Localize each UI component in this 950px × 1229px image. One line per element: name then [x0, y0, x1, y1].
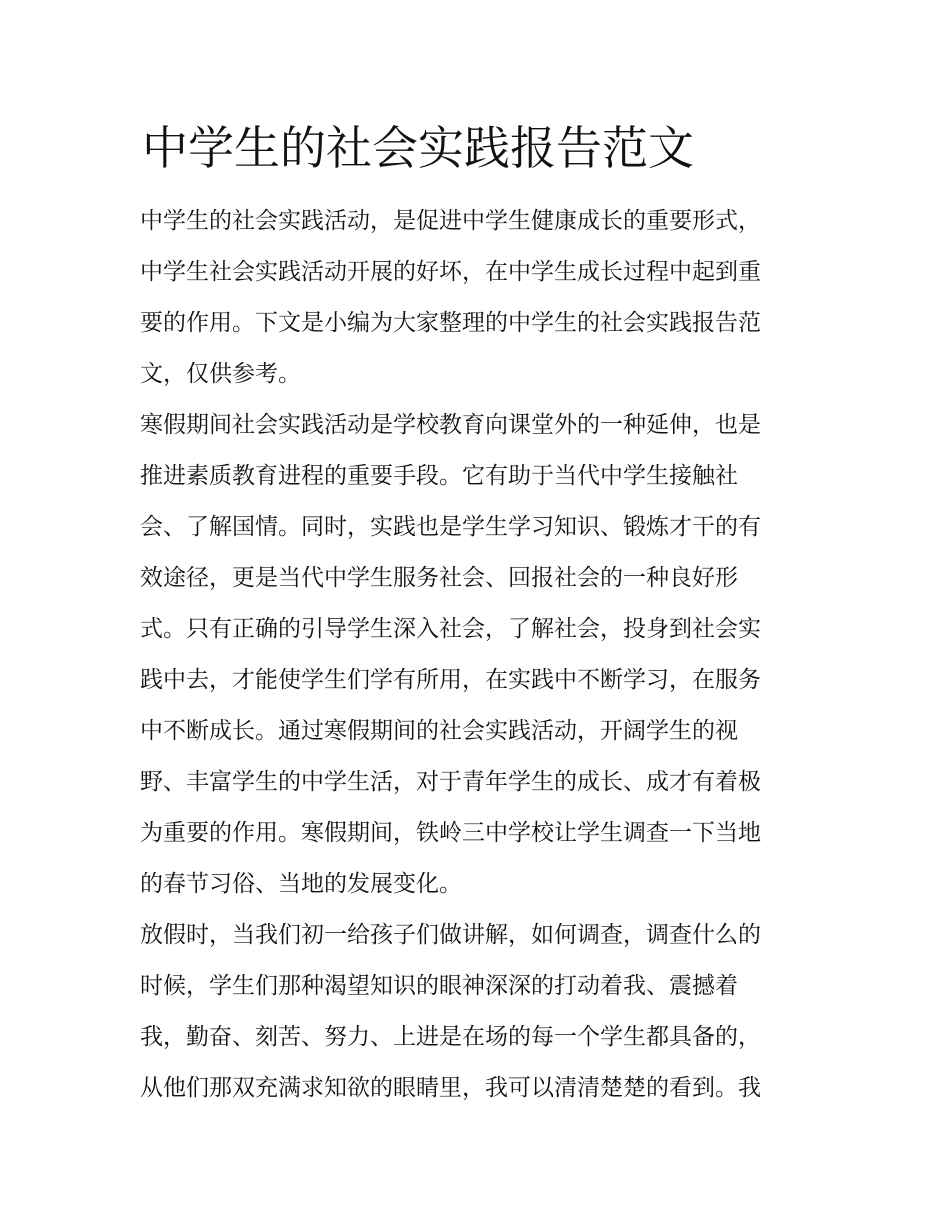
- document-body: [140, 200, 815, 1118]
- paragraph-winter-break: [140, 404, 815, 914]
- text-line: 的春节习俗、当地的发展变化。: [140, 871, 462, 897]
- text-line: 效途径，更是当代中学生服务社会、回报社会的一种良好形: [140, 565, 738, 591]
- text-line: 中学生的社会实践活动，是促进中学生健康成长的重要形式，: [140, 208, 761, 234]
- text-line: 中学生社会实践活动开展的好坏，在中学生成长过程中起到重: [140, 259, 761, 285]
- text-line: 放假时，当我们初一给孩子们做讲解，如何调查，调查什么的: [140, 922, 761, 948]
- text-line: 时候，学生们那种渴望知识的眼神深深的打动着我、震撼着: [140, 973, 738, 999]
- text-line: 野、丰富学生的中学生活，对于青年学生的成长、成才有着极: [140, 769, 761, 795]
- text-line: 会、了解国情。同时，实践也是学生学习知识、锻炼才干的有: [140, 514, 761, 540]
- text-line: 践中去，才能使学生们学有所用，在实践中不断学习，在服务: [140, 667, 761, 693]
- text-line: 式。只有正确的引导学生深入社会，了解社会，投身到社会实: [140, 616, 761, 642]
- text-line: 要的作用。下文是小编为大家整理的中学生的社会实践报告范: [140, 310, 761, 336]
- text-line: 从他们那双充满求知欲的眼睛里，我可以清清楚楚的看到。我: [140, 1075, 761, 1101]
- text-line: 中不断成长。通过寒假期间的社会实践活动，开阔学生的视: [140, 718, 738, 744]
- text-line: 为重要的作用。寒假期间，铁岭三中学校让学生调查一下当地: [140, 820, 761, 846]
- text-line: 文，仅供参考。: [140, 361, 301, 387]
- text-line: 寒假期间社会实践活动是学校教育向课堂外的一种延伸，也是: [140, 412, 761, 438]
- text-line: 推进素质教育进程的重要手段。它有助于当代中学生接触社: [140, 463, 738, 489]
- paragraph-vacation: [140, 914, 815, 1118]
- document-title: 中学生的社会实践报告范文: [142, 121, 694, 175]
- paragraph-intro: [140, 200, 815, 404]
- text-line: 我，勤奋、刻苦、努力、上进是在场的每一个学生都具备的，: [140, 1024, 761, 1050]
